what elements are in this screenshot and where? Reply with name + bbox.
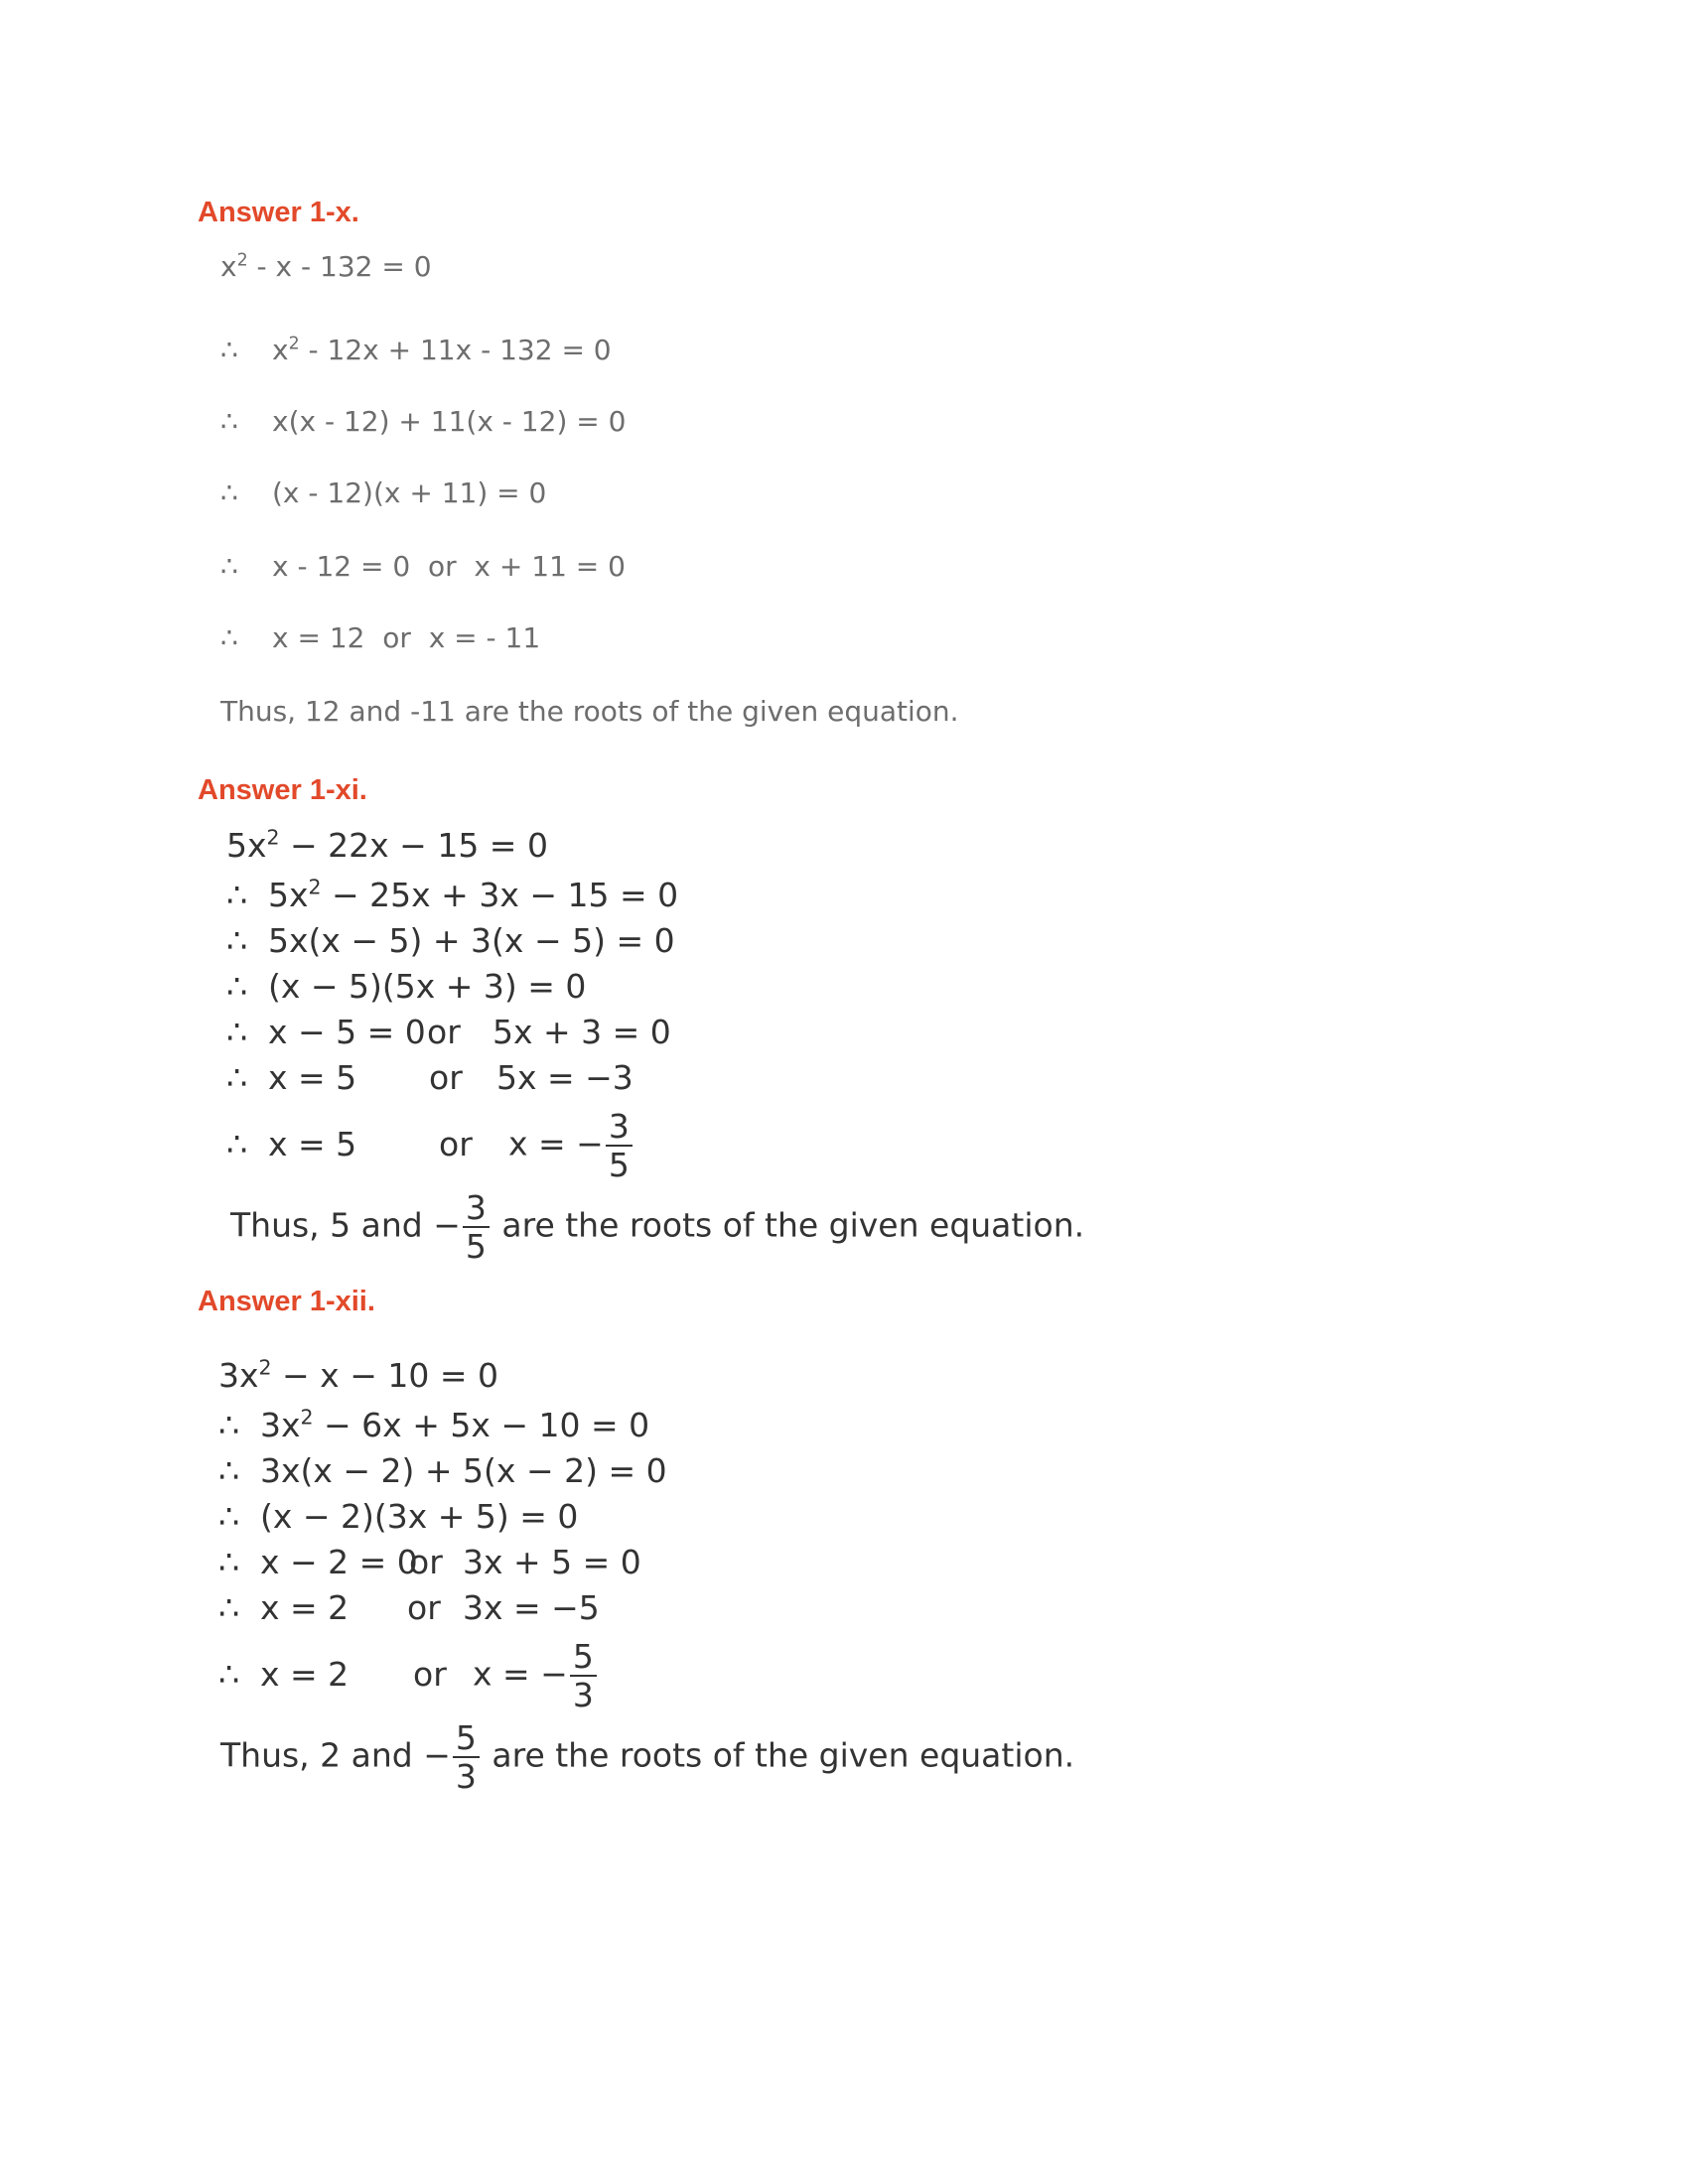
step-left: x = 5 [268,1124,357,1163]
therefore-symbol: ∴ [218,1588,239,1627]
therefore-symbol: ∴ [226,1124,247,1163]
numerator: 5 [453,1721,480,1758]
step-left: x − 2 = 0 [260,1543,418,1581]
therefore-symbol: ∴ [218,1654,239,1694]
conclusion: Thus, 12 and -11 are the roots of the given equation. [220,695,959,728]
step-text: (x - 12)(x + 11) = 0 [272,477,547,509]
fraction [570,1637,597,1714]
step-right: x = − [508,1124,604,1163]
therefore-symbol: ∴ [218,1406,239,1444]
therefore-symbol: ∴ [220,334,238,366]
exponent: 2 [236,250,248,271]
or-word: or [413,1654,447,1694]
step-text: (x − 2)(3x + 5) = 0 [260,1497,579,1536]
or-word: or [439,1124,473,1163]
fraction [453,1718,480,1796]
step-line [226,1058,633,1097]
heading-answer-1-xi: Answer 1-xi. [198,774,367,806]
therefore-symbol: ∴ [226,967,247,1006]
equation [220,250,432,283]
step-line [220,621,540,654]
step-left: x = 2 [260,1654,350,1694]
step-left: x − 5 = 0 [268,1013,426,1051]
step-text: 3x(x − 2) + 5(x − 2) = 0 [260,1451,667,1490]
or-word: or [429,1058,463,1097]
therefore-symbol: ∴ [220,405,238,438]
denominator: 5 [608,1146,630,1184]
equation [226,826,548,865]
term: 5x [268,876,309,914]
numerator: 3 [463,1191,490,1228]
or-word: or [407,1588,441,1627]
term: 3x [218,1356,259,1395]
step-line [226,876,678,914]
term: 5x [226,826,267,865]
step-text: 5x(x − 5) + 3(x − 5) = 0 [268,921,675,960]
step-line [218,1497,578,1536]
step-line [226,1107,634,1184]
step-text: (x − 5)(5x + 3) = 0 [268,967,587,1006]
conclusion-text: are the roots of the given equation. [492,1735,1075,1775]
step-line [226,921,675,960]
denominator: 5 [465,1227,487,1266]
exponent: 2 [308,875,322,899]
step-line [218,1406,649,1444]
numerator: 5 [570,1640,597,1677]
step-line [220,477,546,509]
therefore-symbol: ∴ [226,921,247,960]
therefore-symbol: ∴ [226,1058,247,1097]
term: - x - 132 = 0 [247,250,432,283]
exponent: 2 [258,1355,272,1380]
step-right: 3x + 5 = 0 [463,1543,641,1581]
therefore-symbol: ∴ [220,621,238,654]
term: x [272,334,289,366]
conclusion [220,1718,1075,1796]
therefore-symbol: ∴ [218,1497,239,1536]
denominator: 3 [572,1676,594,1714]
term: − x − 10 = 0 [271,1356,498,1395]
therefore-symbol: ∴ [226,1013,247,1051]
or-word: or [409,1543,443,1581]
step-line [220,334,612,366]
heading-answer-1-xii: Answer 1-xii. [198,1286,375,1317]
conclusion-text: are the roots of the given equation. [501,1205,1085,1245]
term: 3x [260,1406,301,1444]
conclusion [230,1188,1085,1266]
therefore-symbol: ∴ [226,876,247,914]
heading-answer-1-x: Answer 1-x. [198,197,359,228]
step-line [220,550,626,583]
term: − 22x − 15 = 0 [279,826,548,865]
step-text: x = 12 or x = - 11 [272,621,541,654]
therefore-symbol: ∴ [218,1451,239,1490]
exponent: 2 [300,1405,314,1430]
fraction [606,1107,633,1184]
exponent: 2 [288,334,300,354]
term: x [220,250,237,283]
denominator: 3 [455,1757,477,1796]
term: - 12x + 11x - 132 = 0 [299,334,612,366]
step-right: 5x + 3 = 0 [492,1013,671,1051]
step-line [218,1451,667,1490]
fraction [463,1188,490,1266]
step-right: x = − [473,1654,568,1694]
therefore-symbol: ∴ [218,1543,239,1581]
step-text: x - 12 = 0 or x + 11 = 0 [272,550,626,583]
conclusion-text: Thus, 5 and − [230,1205,461,1245]
step-line [218,1543,641,1581]
therefore-symbol: ∴ [220,550,238,583]
step-line [220,405,626,438]
step-text: x(x - 12) + 11(x - 12) = 0 [272,405,627,438]
conclusion-text: Thus, 2 and − [220,1735,451,1775]
equation [218,1356,498,1395]
numerator: 3 [606,1110,633,1147]
term: − 6x + 5x − 10 = 0 [313,1406,650,1444]
step-line [226,967,586,1006]
step-left: x = 2 [260,1588,350,1627]
step-line [218,1637,599,1714]
therefore-symbol: ∴ [220,477,238,509]
step-right: 5x = −3 [496,1058,633,1097]
term: − 25x + 3x − 15 = 0 [321,876,679,914]
step-line [218,1588,600,1627]
exponent: 2 [266,825,280,850]
step-line [226,1013,671,1051]
step-left: x = 5 [268,1058,357,1097]
or-word: or [427,1013,461,1051]
step-right: 3x = −5 [463,1588,600,1627]
